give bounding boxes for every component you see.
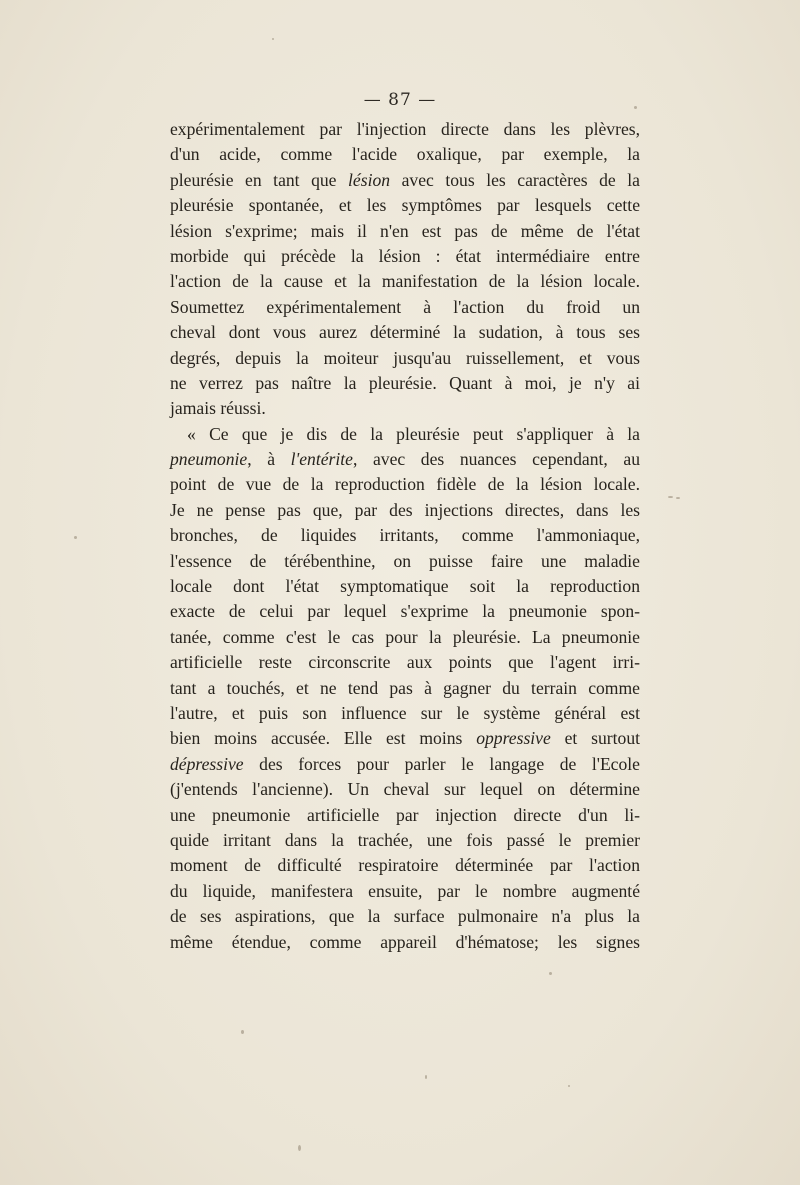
text-line bbox=[170, 930, 640, 955]
text-line bbox=[170, 472, 640, 497]
text-line bbox=[170, 803, 640, 828]
text-run: exacte de celui par lequel s'exprime la pneumonie spon- bbox=[170, 601, 640, 622]
italic-term: oppressive bbox=[476, 728, 551, 749]
text-line bbox=[170, 117, 640, 142]
text-line bbox=[170, 828, 640, 853]
paragraph bbox=[170, 422, 640, 955]
text-run: Je ne pense pas que, par des injections directes, dans les bbox=[170, 499, 640, 520]
text-line bbox=[170, 676, 640, 701]
text-run: pleurésie spontanée, et les symptômes par lesquels cette bbox=[170, 195, 640, 216]
paper-speck bbox=[549, 972, 552, 975]
text-run: (j'entends l'ancienne). Un cheval sur lequel on détermine bbox=[170, 779, 640, 800]
text-line bbox=[170, 853, 640, 878]
text-run: tant a touchés, et ne tend pas à gagner du terrain comme bbox=[170, 677, 640, 698]
text-run: moment de difficulté respiratoire déterminée par l'action bbox=[170, 855, 640, 876]
text-run: point de vue de la reproduction fidèle de la lésion locale. bbox=[170, 474, 640, 495]
text-line bbox=[170, 219, 640, 244]
text-line bbox=[170, 371, 640, 396]
text-line bbox=[170, 777, 640, 802]
page-number: — 87 — bbox=[363, 90, 437, 110]
text-run: de ses aspirations, que la surface pulmonaire n'a plus la bbox=[170, 906, 640, 927]
italic-term: dépressive bbox=[170, 753, 244, 774]
body-text bbox=[170, 117, 640, 955]
text-line bbox=[170, 320, 640, 345]
text-run: lésion s'exprime; mais il n'en est pas de même de l'état bbox=[170, 220, 640, 241]
text-line bbox=[170, 447, 640, 472]
text-line bbox=[170, 244, 640, 269]
text-run: artificielle reste circonscrite aux points que l'agent irri- bbox=[170, 652, 640, 673]
italic-term: l'entérite bbox=[290, 449, 353, 470]
text-run: degrés, depuis la moiteur jusqu'au ruissellement, et vous bbox=[170, 347, 640, 368]
text-run: ne verrez pas naître la pleurésie. Quant à moi, je n'y ai bbox=[170, 372, 640, 393]
text-line bbox=[170, 701, 640, 726]
text-line bbox=[170, 650, 640, 675]
paper-speck bbox=[425, 1075, 427, 1079]
text-run: et surtout bbox=[550, 728, 641, 749]
text-run: pleurésie en tant que bbox=[170, 169, 349, 190]
text-line bbox=[170, 142, 640, 167]
text-run: du liquide, manifestera ensuite, par le nombre augmenté bbox=[170, 880, 640, 901]
text-run: l'essence de térébenthine, on puisse faire une maladie bbox=[170, 550, 640, 571]
text-line bbox=[170, 599, 640, 624]
text-run: morbide qui précède la lésion : état intermédiaire entre bbox=[170, 245, 640, 266]
paper-speck bbox=[272, 38, 274, 40]
text-line bbox=[170, 904, 640, 929]
text-line bbox=[170, 549, 640, 574]
text-line bbox=[170, 295, 640, 320]
text-line bbox=[170, 625, 640, 650]
text-run: d'un acide, comme l'acide oxalique, par exemple, la bbox=[170, 144, 640, 165]
paper-speck bbox=[676, 497, 680, 499]
text-line bbox=[170, 574, 640, 599]
text-run: bronches, de liquides irritants, comme l'ammoniaque, bbox=[170, 525, 640, 546]
text-line bbox=[170, 269, 640, 294]
text-run: l'action de la cause et la manifestation de la lésion locale. bbox=[170, 271, 640, 292]
text-line bbox=[170, 498, 640, 523]
text-run: expérimentalement par l'injection directe dans les plèvres, bbox=[170, 119, 640, 139]
text-run: , à bbox=[247, 449, 291, 470]
text-run: cheval dont vous aurez déterminé la sudation, à tous ses bbox=[170, 322, 640, 343]
text-run: , avec des nuances cependant, au bbox=[352, 449, 640, 470]
italic-term: pneumonie bbox=[170, 449, 248, 470]
paper-speck bbox=[568, 1085, 570, 1087]
paper-speck bbox=[298, 1145, 301, 1151]
text-line bbox=[170, 193, 640, 218]
text-line bbox=[170, 752, 640, 777]
text-run: tanée, comme c'est le cas pour la pleurésie. La pneumonie bbox=[170, 626, 640, 647]
text-run: « Ce que je dis de la pleurésie peut s'appliquer à la bbox=[187, 423, 640, 444]
text-run: jamais réussi. bbox=[170, 398, 266, 419]
text-line bbox=[170, 523, 640, 548]
text-run: locale dont l'état symptomatique soit la reproduction bbox=[170, 576, 640, 597]
text-line bbox=[170, 879, 640, 904]
paragraph bbox=[170, 117, 640, 422]
text-run: avec tous les caractères de la bbox=[390, 169, 640, 190]
text-line bbox=[170, 396, 640, 421]
text-run: même étendue, comme appareil d'hématose; les signes bbox=[170, 931, 640, 952]
text-line bbox=[170, 168, 640, 193]
paper-speck bbox=[241, 1030, 244, 1034]
text-run: quide irritant dans la trachée, une fois passé le premier bbox=[170, 829, 640, 850]
text-run: une pneumonie artificielle par injection directe d'un li- bbox=[170, 804, 640, 825]
paper-speck bbox=[634, 106, 637, 109]
text-run: des forces pour parler le langage de l'Ecole bbox=[243, 753, 640, 774]
text-run: Soumettez expérimentalement à l'action du froid un bbox=[170, 296, 640, 317]
paper-speck bbox=[74, 536, 77, 539]
text-run: bien moins accusée. Elle est moins bbox=[170, 728, 477, 749]
text-run: l'autre, et puis son influence sur le système général est bbox=[170, 702, 640, 723]
text-line bbox=[170, 346, 640, 371]
italic-term: lésion bbox=[348, 169, 391, 190]
text-line bbox=[170, 422, 640, 447]
paper-speck bbox=[668, 496, 673, 498]
text-line bbox=[170, 726, 640, 751]
